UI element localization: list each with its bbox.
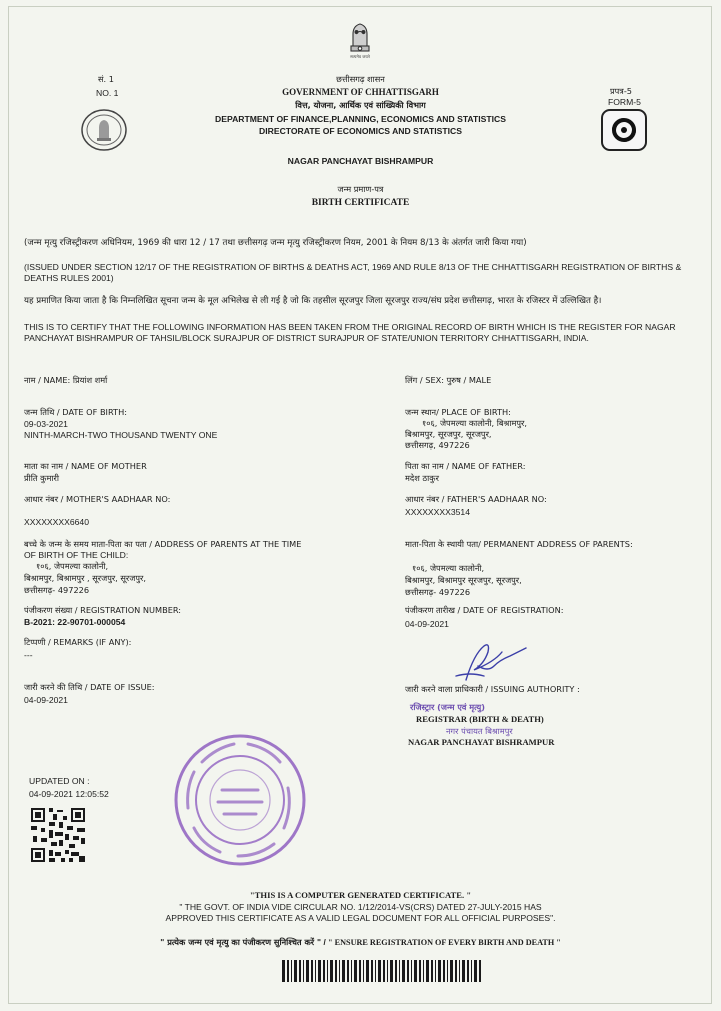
barcode-icon — [282, 960, 482, 982]
sex-value: पुरुष / MALE — [446, 375, 492, 385]
father-name-label: पिता का नाम / NAME OF FATHER: — [405, 461, 526, 471]
government-title-hindi: छत्तीसगढ़ शासन — [336, 74, 385, 84]
mother-aadhaar-value: XXXXXXXX6640 — [24, 517, 89, 527]
registration-number-value: B-2021: 22-90701-000054 — [24, 617, 126, 627]
issue-date-label: जारी करने की तिथि / DATE OF ISSUE: — [24, 682, 155, 692]
form-number-hindi: प्रपत्र-5 — [610, 86, 632, 96]
left-number-hindi: सं. 1 — [98, 74, 114, 84]
directorate-title: DIRECTORATE OF ECONOMICS AND STATISTICS — [259, 126, 462, 136]
mother-name-label: माता का नाम / NAME OF MOTHER — [24, 461, 147, 471]
certificate-title-hindi: जन्म प्रमाण-पत्र — [337, 184, 384, 194]
certify-statement-hindi: यह प्रमाणित किया जाता है कि निम्नलिखित सूचना जन्म के मूल अभिलेख से ली गई है जो कि तहसील सूरजपुर जिला सूरजपुर राज्य/संघ प्रदेश छत्तीसगढ़, भारत के रजिस्टर में उल्लिखित है। — [24, 296, 602, 306]
office-name: NAGAR PANCHAYAT BISHRAMPUR — [287, 156, 434, 166]
updated-on-label: UPDATED ON : — [29, 776, 90, 786]
address-at-birth-label: बच्चे के जन्म के समय माता-पिता का पता / ADDRESS OF PARENTS AT THE TIME — [24, 539, 302, 549]
child-name — [24, 375, 107, 385]
office-seal — [172, 732, 308, 868]
issuing-authority-label: जारी करने वाला प्राधिकारी / ISSUING AUTHORITY : — [405, 684, 580, 694]
remarks-value: --- — [24, 650, 33, 660]
registration-date-value: 04-09-2021 — [405, 619, 449, 629]
child-name-label: नाम / NAME: — [24, 375, 71, 385]
registration-number-label: पंजीकरण संख्या / REGISTRATION NUMBER: — [24, 605, 182, 615]
child-name-value: प्रियांश शर्मा — [72, 375, 108, 385]
updated-on-value: 04-09-2021 12:05:52 — [29, 789, 109, 799]
form-number: FORM-5 — [608, 97, 641, 107]
permanent-address-line-1: १०६, जेपमल्या कालोनी, — [412, 563, 485, 573]
registration-slogan-hindi: " प्रत्येक जन्म एवं मृत्यु का पंजीकरण सुनिश्चित करें " — [160, 937, 322, 947]
father-name-value: मदेश ठाकुर — [405, 473, 439, 483]
address-at-birth-label-2: OF BIRTH OF THE CHILD: — [24, 550, 129, 560]
department-title-hindi: वित्त, योजना, आर्थिक एवं सांख्यिकी विभाग — [295, 100, 426, 110]
pob-line-2: बिश्रामपुर, सूरजपुर, सूरजपुर, — [405, 429, 492, 439]
permanent-address-line-2: बिश्रामपुर, बिश्रामपुर सूरजपुर, सूरजपुर, — [405, 575, 522, 585]
dob-value: 09-03-2021 — [24, 419, 68, 429]
registrar-office: NAGAR PANCHAYAT BISHRAMPUR — [408, 737, 555, 747]
issued-under-hindi: (जन्म मृत्यु रजिस्ट्रीकरण अधिनियम, 1969 की धारा 12 / 17 तथा छत्तीसगढ़ जन्म मृत्यु रजिस्ट्रीकरण नियम, 2001 के नियम 8/13 के अंतर्गत जारी किया गया) — [24, 238, 527, 248]
registration-slogan — [0, 937, 721, 948]
registrar-signature — [444, 636, 534, 688]
remarks-label: टिप्पणी / REMARKS (IF ANY): — [24, 637, 132, 647]
registration-slogan-separator: / — [323, 938, 326, 947]
issued-under: (ISSUED UNDER SECTION 12/17 OF THE REGISTRATION OF BIRTHS & DEATHS ACT, 1969 AND RULE 8/13 OF THE CHHATTISGARH REGISTRATION OF BIRTHS & DEATHS RULES 2001) — [24, 262, 682, 283]
registrar-office-hindi: नगर पंचायत बिश्रामपुर — [446, 726, 513, 736]
address-at-birth-line-3: छत्तीसगढ़- 497226 — [24, 585, 90, 595]
approval-note: APPROVED THIS CERTIFICATE AS A VALID LEGAL DOCUMENT FOR ALL OFFICIAL PURPOSES". — [165, 913, 556, 923]
permanent-address-line-3: छत्तीसगढ़- 497226 — [405, 587, 471, 597]
registration-slogan-english: " ENSURE REGISTRATION OF EVERY BIRTH AND DEATH " — [328, 938, 561, 947]
address-at-birth-line-2: बिश्रामपुर, बिश्रामपुर , सूरजपुर, सूरजपुर, — [24, 573, 146, 583]
sex — [405, 375, 491, 385]
mother-aadhaar-label: आधार नंबर / MOTHER'S AADHAAR NO: — [24, 494, 171, 504]
department-title: DEPARTMENT OF FINANCE,PLANNING, ECONOMICS AND STATISTICS — [215, 114, 506, 124]
national-emblem-icon — [343, 20, 377, 62]
dob-words: NINTH-MARCH-TWO THOUSAND TWENTY ONE — [24, 430, 218, 440]
father-aadhaar-value: XXXXXXXX3514 — [405, 507, 470, 517]
registration-logo-icon — [600, 108, 648, 152]
government-title: GOVERNMENT OF CHHATTISGARH — [282, 87, 439, 97]
certificate-title: BIRTH CERTIFICATE — [311, 198, 410, 208]
registrar-title: REGISTRAR (BIRTH & DEATH) — [416, 714, 544, 724]
emblem-caption: सत्यमेव जयते — [350, 54, 370, 59]
registrar-title-hindi: रजिस्ट्रार (जन्म एवं मृत्यु) — [410, 702, 486, 712]
permanent-address-label: माता-पिता के स्थायी पता/ PERMANENT ADDRESS OF PARENTS: — [405, 539, 633, 549]
circular-note: " THE GOVT. OF INDIA VIDE CIRCULAR NO. 1/12/2014-VS(CRS) DATED 27-JULY-2015 HAS — [179, 902, 542, 912]
issue-date-value: 04-09-2021 — [24, 695, 68, 705]
sex-label: लिंग / SEX: — [405, 375, 444, 385]
address-at-birth-line-1: १०६, जेपमल्या कालोनी, — [36, 561, 109, 571]
pob-line-1: १०६, जेपमल्या कालोनी, बिश्रामपुर, — [422, 418, 527, 428]
dob-label: जन्म तिथि / DATE OF BIRTH: — [24, 407, 127, 417]
pob-line-3: छत्तीसगढ़, 497226 — [405, 440, 470, 450]
left-number: NO. 1 — [96, 88, 119, 98]
computer-generated-note: "THIS IS A COMPUTER GENERATED CERTIFICATE. " — [249, 890, 472, 900]
registrar-stamp-block — [406, 702, 596, 752]
father-aadhaar-label: आधार नंबर / FATHER'S AADHAAR NO: — [405, 494, 547, 504]
certify-statement: THIS IS TO CERTIFY THAT THE FOLLOWING INFORMATION HAS BEEN TAKEN FROM THE ORIGINAL RECORD OF BIRTH WHICH IS THE REGISTER FOR NAGAR PANCHAYAT BISHRAMPUR OF TAHSIL/BLOCK SURAJPUR OF DISTRICT SURAJPUR OF STATE/UNION TERRITORY CHHATTISGARH, INDIA. — [24, 322, 676, 343]
mother-name-value: प्रीति कुमारी — [24, 473, 59, 483]
registration-date-label: पंजीकरण तारीख / DATE OF REGISTRATION: — [405, 605, 564, 615]
qr-code-icon — [29, 806, 87, 864]
pob-label: जन्म स्थान/ PLACE OF BIRTH: — [405, 407, 511, 417]
